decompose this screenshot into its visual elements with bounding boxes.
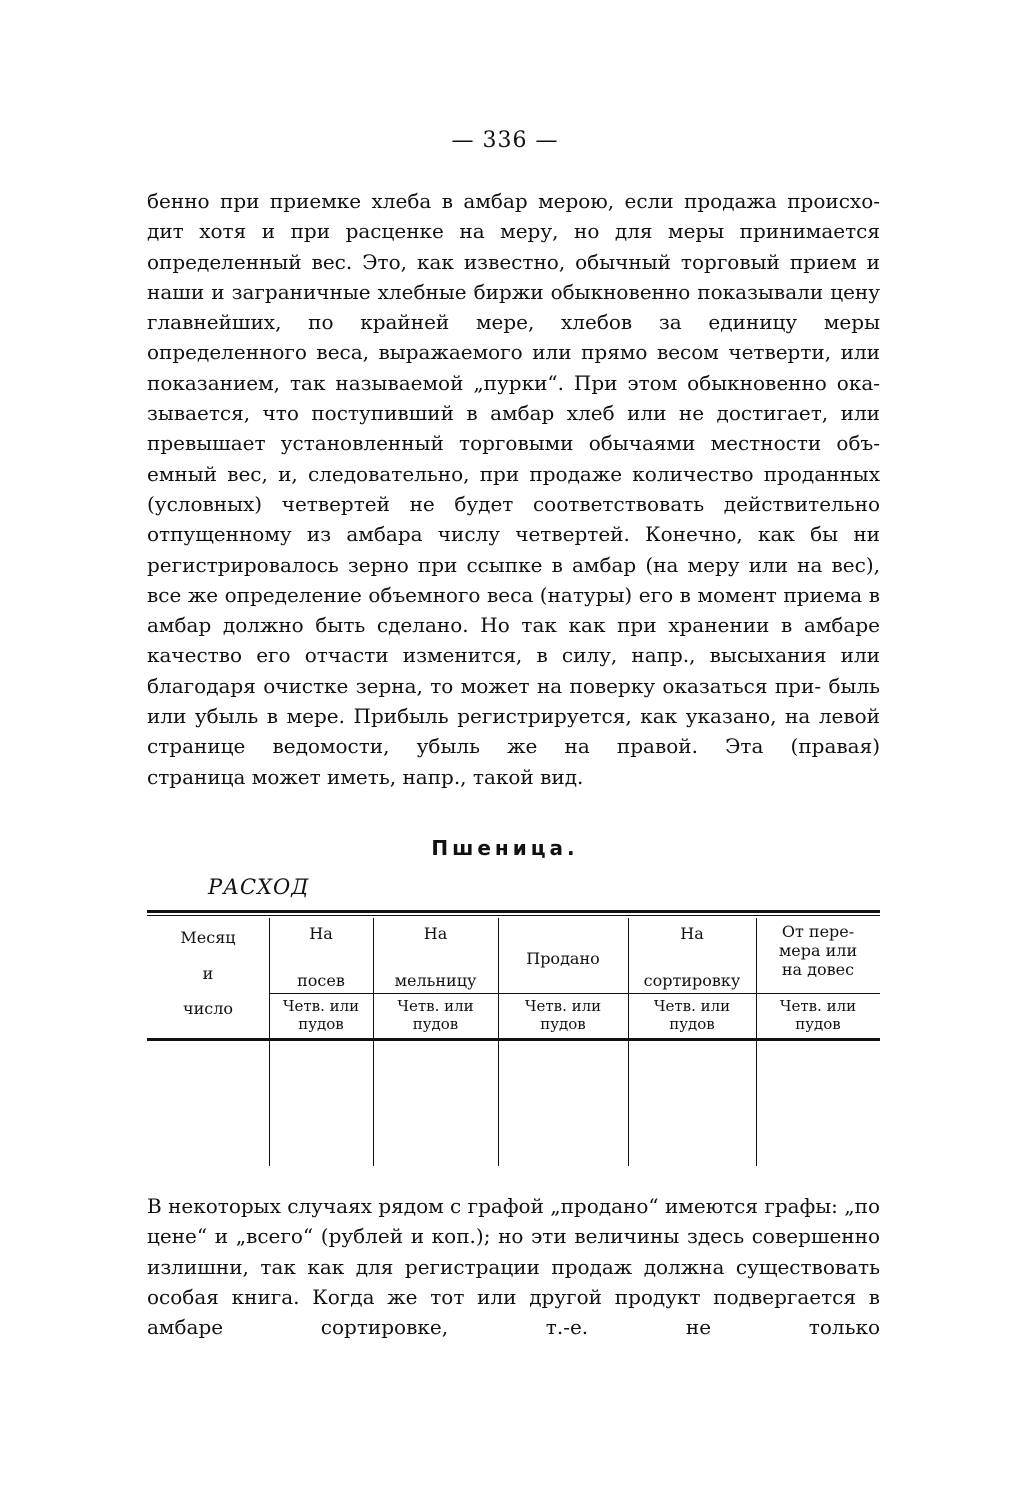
text-line: зывается, что поступивший в амбар хлеб или не достигает, или: [147, 401, 880, 426]
unit-label: [269, 997, 373, 1037]
unit-text: пудов: [412, 1015, 459, 1033]
text-line: в амбар должно быть сделано. Но так как при хранении в амбаре: [147, 582, 881, 638]
header-text: и: [202, 963, 214, 983]
header-text: От пере-: [781, 922, 855, 941]
text-line: показанием, так называемой „пурки“. При этом обыкновенно ока-: [147, 370, 880, 395]
header-text: сортировку: [643, 971, 741, 990]
paragraph-1: [147, 186, 880, 792]
header-overmeasure: [756, 922, 880, 979]
unit-text: пудов: [669, 1015, 715, 1033]
text-line: здесь совершенно излишни, так как для регистрации продаж: [147, 1224, 881, 1279]
header-text: На: [423, 924, 448, 943]
text-line: бенно при приемке хлеба в амбар мерою, если продажа происхо-: [147, 189, 880, 213]
text-line: цену главнейших, по крайней мере, хлебов за единицу меры: [147, 279, 881, 335]
unit-text: Четв. или: [653, 997, 731, 1015]
unit-text: Четв. или: [282, 997, 360, 1015]
text-line: (условных) четвертей не будет соответствовать действительно: [147, 491, 880, 516]
text-line: левой странице ведомости, убыль же на правой. Эта (правая): [147, 704, 881, 759]
unit-text: Четв. или: [524, 997, 602, 1015]
unit-text: пудов: [540, 1015, 586, 1033]
header-text: Продано: [526, 948, 600, 968]
text-line: превышает установленный торговыми обычаями местности объ-: [147, 431, 880, 456]
header-sorting: [628, 924, 756, 990]
text-line: регистрировалось зерно при ссыпке в амбар (на меру или на вес),: [147, 552, 880, 577]
table-title: Пшеница.: [431, 836, 579, 860]
text-line: графы: „по цене“ и „всего“ (рублей и коп.); но эти величины: [147, 1194, 880, 1249]
header-text: мельницу: [394, 971, 477, 990]
unit-text: пудов: [298, 1015, 344, 1033]
paragraph-2: [147, 1191, 880, 1342]
text-line: дит хотя и при расценке на меру, но для меры принимается: [147, 219, 880, 244]
text-line: В некоторых случаях рядом с графой „продано“ имеются: [147, 1194, 758, 1218]
unit-label: [498, 997, 628, 1037]
table-subtitle: РАСХОД: [208, 875, 310, 899]
header-text: На: [680, 924, 704, 943]
text-line: качество его отчасти изменится, в силу, напр., высыхания или: [147, 643, 880, 668]
header-text: На: [309, 924, 333, 943]
table-top-rule: [147, 910, 880, 913]
text-line: должна существовать особая книга. Когда же тот или другой: [147, 1254, 880, 1309]
unit-text: пудов: [795, 1015, 841, 1033]
header-text: на довес: [781, 960, 855, 979]
unit-label: [628, 997, 756, 1037]
header-text: мера или: [778, 941, 858, 960]
text-line: емный вес, и, следовательно, при продаже количество проданных: [147, 461, 880, 486]
text-line: отпущенному из амбара числу четвертей. Конечно, как бы ни: [147, 522, 880, 547]
header-month-date: [147, 928, 269, 1018]
text-line: быль или убыль в мере. Прибыль регистрируется, как указано, на: [147, 673, 880, 729]
header-text: Месяц: [180, 928, 236, 947]
table-top-rule-thin: [147, 915, 880, 916]
unit-text: Четв. или: [397, 997, 474, 1015]
header-sold: [498, 928, 628, 988]
ledger-table: [147, 910, 880, 1166]
header-text: число: [183, 999, 233, 1018]
text-line: продукт подвергается в амбаре сортировке, т.-е. не только: [147, 1284, 881, 1340]
text-line: все же определение объемного веса (натуры) его в момент приема: [147, 582, 863, 607]
header-text: посев: [297, 971, 345, 990]
header-sowing: [269, 924, 373, 990]
text-line: определенный вес. Это, как известно, обычный торговый прием: [147, 249, 857, 274]
text-line: благодаря очистке зерна, то может на поверку оказаться при-: [147, 673, 822, 698]
header-divider: [269, 993, 880, 994]
text-line: определенного веса, выражаемого или прямо весом четверти, или: [147, 340, 880, 365]
unit-label: [373, 997, 498, 1037]
text-line: и наши и заграничные хлебные биржи обыкновенно показывали: [147, 249, 881, 304]
table-header-rule: [147, 1038, 880, 1041]
page-number: — 336 —: [451, 128, 559, 153]
unit-text: Четв. или: [779, 997, 857, 1015]
text-line: страница может иметь, напр., такой вид.: [147, 764, 584, 789]
unit-label: [756, 997, 880, 1037]
header-mill: [373, 924, 498, 990]
